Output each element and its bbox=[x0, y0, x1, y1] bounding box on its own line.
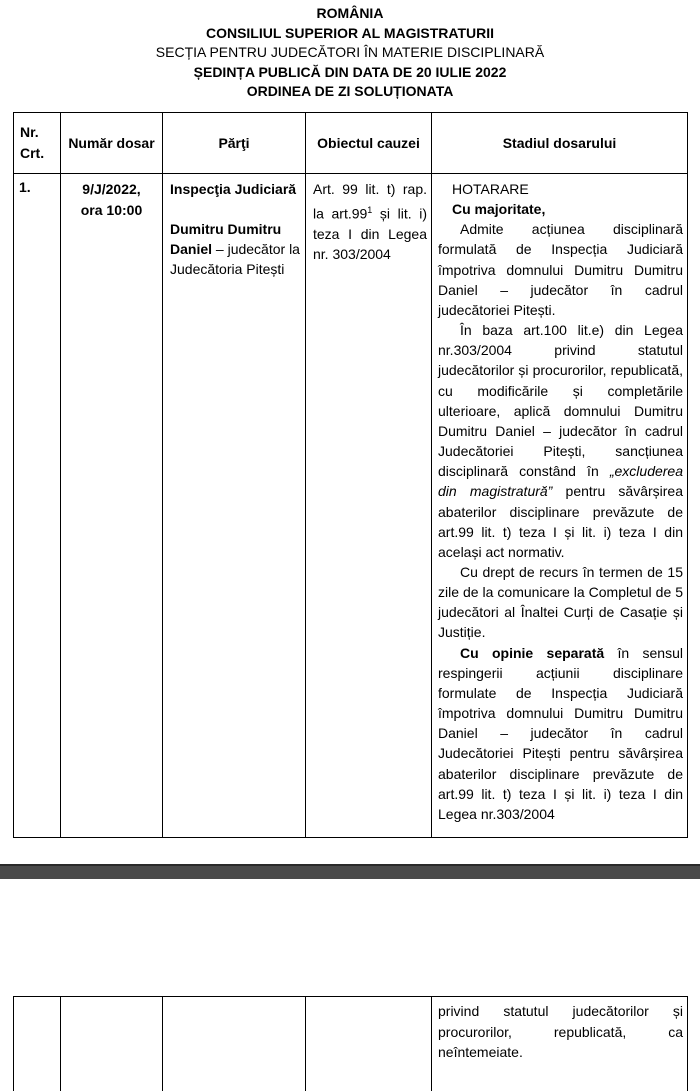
party-plaintiff: Inspecţia Judiciară bbox=[170, 179, 300, 199]
status-sanction-text-2: pentru săvârșirea abaterilor disciplinare prevăzute de art.99 lit. t) teza I și lit. i) teza I din același act normativ. bbox=[438, 483, 683, 559]
case-time: ora 10:00 bbox=[61, 200, 162, 221]
row-number: 1. bbox=[14, 174, 61, 838]
column-header-nr-line2: Crt. bbox=[20, 143, 60, 164]
case-object-text-1: Art. 99 lit. t) rap. la art.99 bbox=[313, 181, 427, 221]
status-separate-opinion-text: în sensul respingerii acțiunii disciplinare formulate de Inspecția Judiciară împotriva domnului Dumitru Dumitru Daniel – judecător în cadrul Judecătoriei Pitești pentru săvârșirea abaterilor disciplinare prevăzute de art.99 lit. t) teza I și lit. i) teza I din Legea nr.303/2004 bbox=[438, 645, 683, 822]
status-sanction-italic: „excluderea din magistratură” bbox=[438, 463, 683, 499]
status-separate-opinion-bold: Cu opinie separată bbox=[460, 645, 604, 661]
session-title: ȘEDINȚA PUBLICĂ DIN DATA DE 20 IULIE 2022 bbox=[0, 63, 700, 83]
page-break-separator bbox=[0, 864, 700, 879]
empty-cell bbox=[14, 997, 61, 1091]
status-paragraph-appeal: Cu drept de recurs în termen de 15 zile de la comunicare la Completul de 5 judecători al Înaltei Curți de Casație și Justiție. bbox=[438, 562, 683, 643]
case-status-cell bbox=[432, 174, 688, 838]
status-paragraph-sanction bbox=[438, 320, 683, 562]
table-header-row bbox=[14, 113, 688, 174]
party-defendant bbox=[170, 219, 300, 279]
empty-cell bbox=[61, 997, 163, 1091]
party-defendant-role: – judecător la Judecătoria Pitești bbox=[170, 241, 300, 277]
country-title: ROMÂNIA bbox=[0, 4, 700, 24]
empty-cell bbox=[306, 997, 432, 1091]
party-defendant-name: Dumitru Dumitru Daniel bbox=[170, 221, 281, 257]
case-status-continuation: privind statutul judecătorilor și procurorilor, republicată, ca neîntemeiate. bbox=[432, 997, 688, 1091]
case-object-text-2: și lit. i) teza I din Legea nr. 303/2004 bbox=[313, 205, 427, 262]
status-paragraph-separate-opinion bbox=[438, 643, 683, 824]
agenda-table bbox=[13, 112, 688, 838]
status-paragraph-admit: Admite acțiunea disciplinară formulată de Inspecția Judiciară împotriva domnului Dumitru Dumitru Daniel – judecător în cadrul judecătoriei Pitești. bbox=[438, 219, 683, 320]
case-object-superscript: 1 bbox=[367, 205, 372, 215]
case-number bbox=[61, 174, 163, 838]
column-header-nr bbox=[14, 113, 61, 174]
case-object-cell bbox=[306, 174, 432, 838]
column-header-dosar: Număr dosar bbox=[61, 113, 163, 174]
document-header bbox=[0, 4, 700, 102]
agenda-title: ORDINEA DE ZI SOLUȚIONATA bbox=[0, 82, 700, 102]
column-header-parti: Părţi bbox=[163, 113, 306, 174]
table-row bbox=[14, 174, 688, 838]
parties-cell bbox=[163, 174, 306, 838]
column-header-stadiu: Stadiul dosarului bbox=[432, 113, 688, 174]
status-decision-heading: HOTARARE bbox=[438, 179, 683, 199]
status-sanction-text-1: În baza art.100 lit.e) din Legea nr.303/2004 privind statutul judecătorilor și procurorilor, republicată, cu modificările și completările ulterioare, aplică domnului Dumitru Dumitru Daniel – judecător în cadrul Judecătoriei Pitești, sancțiunea disciplinară constând în bbox=[438, 322, 683, 479]
status-majority: Cu majoritate, bbox=[438, 199, 683, 219]
column-header-nr-line1: Nr. bbox=[20, 122, 60, 143]
agenda-table-continuation bbox=[13, 996, 688, 1091]
table-row bbox=[14, 997, 688, 1091]
column-header-obiect: Obiectul cauzei bbox=[306, 113, 432, 174]
section-title: SECȚIA PENTRU JUDECĂTORI ÎN MATERIE DISCIPLINARĂ bbox=[0, 43, 700, 63]
case-number-value: 9/J/2022, bbox=[61, 179, 162, 200]
council-title: CONSILIUL SUPERIOR AL MAGISTRATURII bbox=[0, 24, 700, 44]
empty-cell bbox=[163, 997, 306, 1091]
